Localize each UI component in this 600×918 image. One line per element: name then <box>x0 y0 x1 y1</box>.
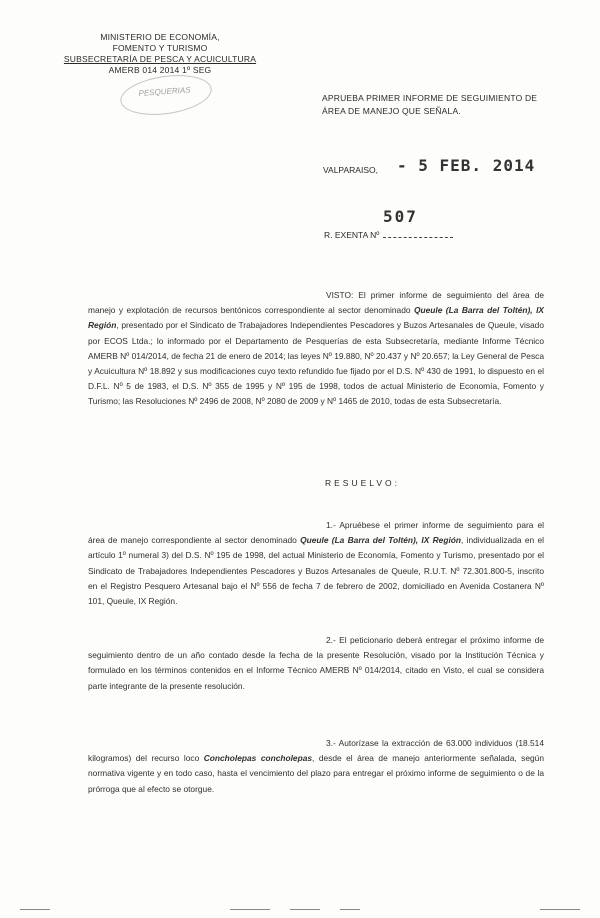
city-label: VALPARAISO, <box>323 165 378 175</box>
scan-mark <box>20 909 50 910</box>
document-title: APRUEBA PRIMER INFORME DE SEGUIMIENTO DE ÁREA DE MANEJO QUE SEÑALA. <box>322 93 538 116</box>
p3-species: Concholepas concholepas <box>203 753 313 764</box>
p3-text-b: , desde el área de manejo anteriormente señalada, según normativa vigente y en todo caso, hasta el vencimiento del plazo para entregar el próximo informe de seguimiento o de la prórroga que al efecto se otorgue. <box>88 753 544 794</box>
date-stamp: - 5 FEB. 2014 <box>397 156 536 175</box>
letterhead-ministry: MINISTERIO DE ECONOMÍA, <box>100 32 220 42</box>
letterhead-ministry-name: FOMENTO Y TURISMO <box>112 43 208 53</box>
office-stamp <box>118 70 214 120</box>
visto-sector: Queule (La Barra del Toltén), IX Región <box>88 305 544 331</box>
p1-text-b: , individualizada en el artículo 1º numeral 3) del D.S. Nº 195 de 1998, del actual Ministerio de Economía, Fomento y Turismo, presentado por el Sindicato de Trabajadores Independientes Pescadores y Buzos Artesanales de Queule, R.U.T. Nº 72.301.800-5, inscrito en el Registro Pesquero Artesanal bajo el Nº 556 de fecha 7 de febrero de 2002, domiciliado en Avenida Costanera Nº 101, Queule, IX Región. <box>88 535 544 607</box>
resolution-number: 507 <box>383 207 418 226</box>
visto-paragraph <box>88 288 544 410</box>
scan-mark <box>230 909 270 910</box>
resuelvo-paragraph-3 <box>88 736 544 797</box>
p2-text: 2.- El peticionario deberá entregar el próximo informe de seguimiento dentro de un año contado desde la fecha de la presente Resolución, visado por la Institución Técnica y formulado en los términos contenidos en el Informe Técnico AMERB Nº 014/2014, citado en Visto, el cual se considera parte integrante de la presente resolución. <box>88 635 544 691</box>
scan-mark <box>290 909 320 910</box>
letterhead <box>60 32 260 76</box>
resuelvo-heading: RESUELVO: <box>325 478 401 488</box>
office-stamp-text: PESQUERIAS <box>138 85 191 98</box>
resuelvo-paragraph-1 <box>88 518 544 609</box>
resolution-label-text: R. EXENTA Nº <box>324 230 380 240</box>
resolution-number-line <box>383 237 453 238</box>
p1-text-a: 1.- Apruébese el primer informe de seguimiento para el área de manejo correspondiente al sector denominado <box>88 520 544 546</box>
resuelvo-paragraph-2 <box>88 633 544 694</box>
resolution-label <box>324 230 453 240</box>
visto-text-b: , presentado por el Sindicato de Trabajadores Independientes Pescadores y Buzos Artesanales de Queule, visado por ECOS Ltda.; lo informado por el Departamento de Pesquerías de esta Subsecretaría, mediante Informe Técnico AMERB Nº 014/2014, de fecha 21 de enero de 2014; las leyes Nº 19.880, Nº 20.437 y Nº 20.657; la Ley General de Pesca y Acuicultura Nº 18.892 y sus modificaciones cuyo texto refundido fue fijado por el D.S. Nº 430 de 1991, lo dispuesto en el D.F.L. Nº 5 de 1983, el D.S. Nº 355 de 1995 y Nº 195 de 1998, todos de actual Ministerio de Economía, Fomento y Turismo; las Resoluciones Nº 2496 de 2008, Nº 2080 de 2009 y Nº 1465 de 2010, todas de esta Subsecretaría. <box>88 320 544 407</box>
letterhead-reference: AMERB 014 2014 1º SEG <box>108 65 212 75</box>
scan-mark <box>540 909 580 910</box>
letterhead-subsecretaria: SUBSECRETARÍA DE PESCA Y ACUICULTURA <box>63 54 257 64</box>
p3-text-a: 3.- Autorízase la extracción de 63.000 individuos (18.514 kilogramos) del recurso loco <box>88 738 544 764</box>
visto-text-a: VISTO: El primer informe de seguimiento del área de manejo y explotación de recursos bentónicos correspondiente al sector denominado <box>88 290 544 316</box>
scan-footer-marks <box>0 905 600 915</box>
p1-sector: Queule (La Barra del Toltén), IX Región <box>300 535 462 546</box>
scan-mark <box>340 909 360 910</box>
